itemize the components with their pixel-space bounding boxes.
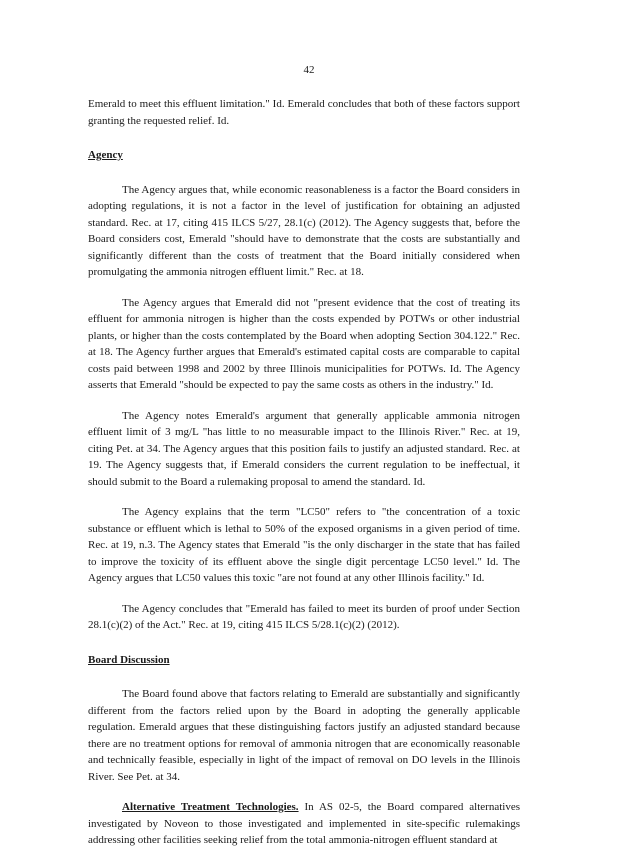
section-heading-agency: Agency	[88, 149, 123, 161]
paragraph-agency-economic: The Agency argues that, while economic reasonableness is a factor the Board considers in adopting regulations, it is not a factor in the level of justification for obtaining an adjusted standard. Rec. at 17, citing 415 ILCS 5/27, 28.1(c) (2012). The Agency suggests that, before the Board considers cost, Emerald "should have to demonstrate that the costs are substantially and significantly different than the costs of treatment that the Board initially considered when promulgating the ammonia nitrogen effluent limit." Rec. at 18.	[88, 183, 520, 278]
section-heading-board-discussion: Board Discussion	[88, 653, 170, 666]
paragraph-agency-illinois-river: The Agency notes Emerald's argument that generally applicable ammonia nitrogen effluent limit of 3 mg/L "has little to no measurable impact to the Illinois River." Rec. at 19, citing Pet. at 34. The Agency argues that this position fails to justify an adjusted standard. Rec. at 19. The Agency suggests that, if Emerald considers the current regulation to be ineffectual, it should submit to the Board a rulemaking proposal to amend the standard. Id.	[88, 409, 520, 488]
paragraph-continuation: Emerald to meet this effluent limitation." Id. Emerald concludes that both of these factors support granting the requested relief. Id.	[88, 98, 520, 127]
paragraph-agency-lc50: The Agency explains that the term "LC50" refers to "the concentration of a toxic substance or effluent which is lethal to 50% of the exposed organisms in a given period of time. Rec. at 19, n.3. The Agency states that Emerald "is the only discharger in the state that has failed to improve the toxicity of its effluent above the single digit percentage LC50 level." Id. The Agency argues that LC50 values this toxic "are not found at any other Illinois facility." Id.	[88, 506, 520, 584]
paragraph-agency-costs: The Agency argues that Emerald did not "present evidence that the cost of treating its effluent for ammonia nitrogen is higher than the costs expended by POTWs or other industrial plants, or higher than the costs contemplated by the Board when adopting Section 304.122." Rec. at 18. The Agency further argues that Emerald's estimated capital costs are comparable to capital costs paid between 1998 and 2002 by three Illinois municipalities for POTWs. Id. The Agency asserts that Emerald "should be expected to pay the same costs as others in the industry." Id.	[88, 296, 520, 391]
inline-heading-alternative-treatment: Alternative Treatment Technologies.	[122, 801, 299, 813]
page-number: 42	[303, 64, 315, 76]
paragraph-agency-conclusion: The Agency concludes that "Emerald has failed to meet its burden of proof under Section 28.1(c)(2) of the Act." Rec. at 19, citing 415 ILCS 5/28.1(c)(2) (2012).	[88, 602, 520, 631]
paragraph-board-found: The Board found above that factors relating to Emerald are substantially and significantly different from the factors relied upon by the Board in adopting the generally applicable regulation. Emerald argues that these distinguishing factors justify an adjusted standard because there are no treatment options for removal of ammonia nitrogen that are economically reasonable and technically feasible, especially in light of the impact of removal on DO levels in the Illinois River. See Pet. at 34.	[88, 688, 520, 783]
document-body	[88, 96, 520, 849]
paragraph-alternative-treatment-text: In AS 02-5, the Board compared alternatives investigated by Noveon to those investigated and implemented in site-specific rulemakings addressing other facilities seeking relief from the total ammonia-nitrogen effluent standard at	[88, 801, 520, 846]
paragraph-alternative-treatment	[88, 799, 520, 849]
